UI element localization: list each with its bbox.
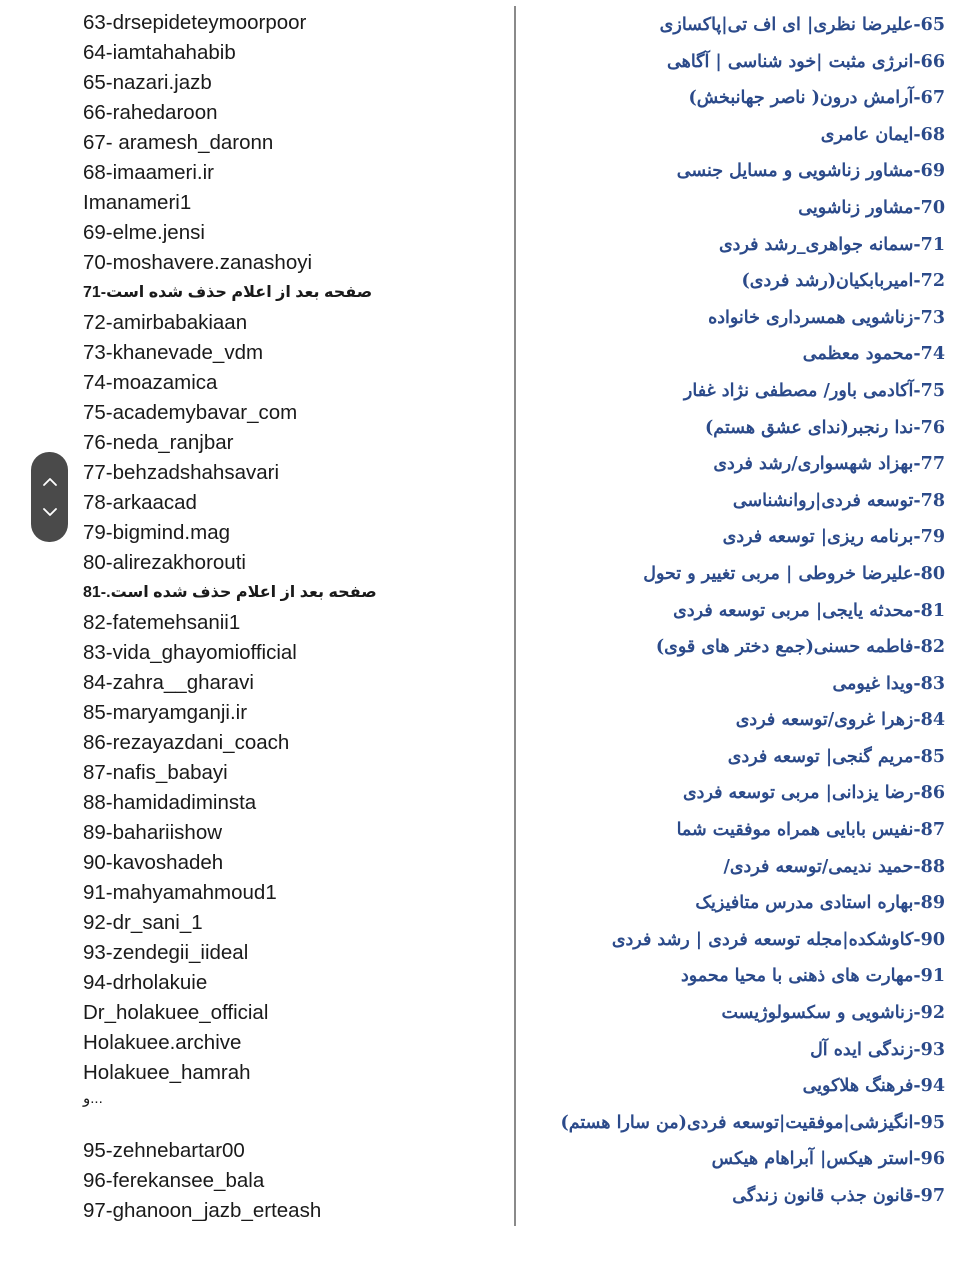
handle-list-item: 65-nazari.jazb [83,71,212,94]
handle-list-item: 97-ghanoon_jazb_erteash [83,1199,322,1222]
page-scroll-control[interactable] [31,452,68,542]
handle-list-item: 64-iamtahahabib [83,41,236,64]
page-title-list-item: 92-زناشویی و سکسولوژیست [721,1003,945,1024]
page-title-list-item: 75-آکادمی باور/ مصطفی نژاد غفار [683,380,945,401]
handle-list-item: Holakuee.archive [83,1031,242,1054]
page-title-list-item: 80-علیرضا خروطی | مربی تغییر و تحول [643,563,945,584]
page-title-list-item: 72-امیربابکیان(رشد فردی) [741,271,945,292]
page-title-list-item: 65-علیرضا نظری| ای اف تی|پاکسازی [659,15,945,35]
handle-list-item: 94-drholakuie [83,971,208,994]
handle-list-item: 83-vida_ghayomiofficial [83,641,297,664]
handle-list-item: 87-nafis_babayi [83,761,228,784]
handle-list-item: 88-hamidadiminsta [83,791,257,814]
page-title-list-item: 68-ایمان عامری [820,124,945,145]
page-title-list-item: 74-محمود معظمی [802,344,945,365]
page-title-list-item: 78-توسعه فردی|روانشناسی [732,490,945,511]
handle-list-item: 76-neda_ranjbar [83,431,234,454]
handle-list-item: 91-mahyamahmoud1 [83,881,277,904]
page-title-list-item: 76-ندا رنجبر(ندای عشق هستم) [705,417,945,438]
page-title-list-item: 95-انگیزشی|موفقیت|توسعه فردی(من سارا هستم) [560,1112,945,1133]
handle-list-item: 93-zendegii_iideal [83,941,249,964]
page-title-list-item: 67-آرامش درون( ناصر جهانبخش) [688,88,945,109]
page-title-list-item: 77-بهزاد شهسواری/رشد فردی [713,454,945,475]
handle-list-item: 89-bahariishow [83,821,223,844]
page-title-list-item: 88-حمید ندیمی/توسعه فردی/ [723,856,945,877]
handle-list-item: 84-zahra__gharavi [83,671,254,694]
page-title-list-item: 97-قانون جذب قانون زندگی [732,1186,945,1206]
handle-list-item: 73-khanevade_vdm [83,341,264,364]
column-divider [514,6,516,1226]
page-title-list-item: 79-برنامه ریزی| توسعه فردی [722,527,945,548]
handle-list-item: 69-elme.jensi [83,221,205,244]
handle-list-item: 71-صفحه بعد از اعلام حذف شده است [83,284,373,301]
scroll-down-button[interactable] [40,502,60,522]
page-title-list-item: 70-مشاور زناشویی [798,197,945,218]
handle-list-item: 70-moshavere.zanashoyi [83,251,313,274]
chevron-up-icon [42,477,58,487]
page-title-list-item: 87-نفیس بابایی همراه موفقیت شما [676,820,945,841]
page-title-list-item: 84-زهرا غروی/توسعه فردی [735,710,945,731]
page-title-list-item: 66-انرژی مثبت |خود شناسی | آگاهی [667,51,945,72]
page-title-list-item: 82-فاطمه حسنی(جمع دختر های قوی) [655,637,945,658]
page-title-list-item: 96-استر هیکس| آبراهام هیکس [711,1149,945,1170]
page-title-list-item: 81-محدثه یایجی| مربی توسعه فردی [673,600,945,621]
handle-list-item: 79-bigmind.mag [83,521,230,544]
handle-list-item: 95-zehnebartar00 [83,1139,245,1162]
page-title-list-item: 73-زناشویی همسرداری خانواده [708,307,945,328]
page-title-list-item: 94-فرهنگ هلاکویی [802,1076,945,1097]
page-title-list-item: 90-کاوشکده|مجله توسعه فردی | رشد فردی [611,929,945,950]
page-title-list-item: 89-بهاره استادی مدرس متافیزیک [695,893,945,914]
handle-list-item: 66-rahedaroon [83,101,218,124]
handle-list-item: 68-imaameri.ir [83,161,214,184]
handle-list-item: 67- aramesh_daronn [83,131,274,154]
list-spacer [83,1116,503,1136]
handle-list-item: 80-alirezakhorouti [83,551,246,574]
handle-list-item: 77-behzadshahsavari [83,461,280,484]
chevron-down-icon [42,507,58,517]
handle-list-item: 78-arkaacad [83,491,197,514]
handle-list-item: Imanameri1 [83,191,192,214]
handle-list-item: 92-dr_sani_1 [83,911,203,934]
handle-list-item: 85-maryamganji.ir [83,701,248,724]
instagram-handles-list [83,8,503,1226]
page-titles-list [525,7,945,1215]
handle-list-item: 75-academybavar_com [83,401,298,424]
page-title-list-item: 69-مشاور زناشویی و مسایل جنسی [676,161,945,182]
page-title-list-item: 86-رضا یزدانی| مربی توسعه فردی [682,783,945,804]
handle-list-item: 90-kavoshadeh [83,851,224,874]
page-title-list-item: 91-مهارت های ذهنی با محیا محمود [680,966,945,987]
scroll-up-button[interactable] [40,472,60,492]
handle-list-item: 72-amirbabakiaan [83,311,248,334]
handle-list-item: 74-moazamica [83,371,218,394]
handle-list-item: Dr_holakuee_official [83,1001,269,1024]
page-title-list-item: 93-زندگی ایده آل [810,1039,945,1060]
handle-list-item: 81-.صفحه بعد از اعلام حذف شده است [83,584,377,601]
handle-list-item: 96-ferekansee_bala [83,1169,265,1192]
page-title-list-item: 71-سمانه جواهری_رشد فردی [718,234,945,255]
handle-list-item: Holakuee_hamrah [83,1061,251,1084]
handle-list-item: 63-drsepideteymoorpoor [83,11,307,34]
handle-list-item: 86-rezayazdani_coach [83,731,290,754]
page-title-list-item: 83-ویدا غیومی [832,673,945,694]
handle-list-item: 82-fatemehsanii1 [83,611,241,634]
handle-list-item: و... [83,1090,103,1107]
page-title-list-item: 85-مریم گنجی| توسعه فردی [727,746,945,767]
